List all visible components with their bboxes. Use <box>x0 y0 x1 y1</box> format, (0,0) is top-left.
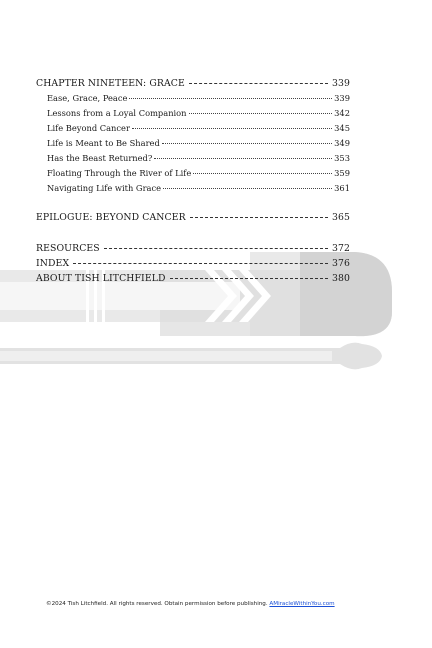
dot-leader <box>129 97 332 99</box>
toc-entry-section[interactable] <box>36 136 350 151</box>
dot-leader <box>73 262 328 264</box>
copyright-footer <box>46 601 386 607</box>
toc-entry-title: Ease, Grace, Peace <box>47 93 128 103</box>
toc-entry-page: 353 <box>334 153 350 163</box>
dot-leader <box>162 142 332 144</box>
toc-entry-section[interactable] <box>36 166 350 181</box>
toc-entry-section[interactable] <box>36 181 350 196</box>
toc-entry-page: 345 <box>334 123 350 133</box>
toc-entry-page: 339 <box>331 78 350 89</box>
toc-entry-page: 365 <box>331 212 350 223</box>
dot-leader <box>189 112 333 114</box>
toc-entry-resources[interactable] <box>36 241 350 256</box>
toc-entry-page: 349 <box>334 138 350 148</box>
toc-entry-page: 372 <box>331 243 350 254</box>
toc-entry-chapter-nineteen[interactable] <box>36 76 350 91</box>
toc-entry-index[interactable] <box>36 256 350 271</box>
dot-leader <box>132 127 332 129</box>
toc-entry-title: CHAPTER NINETEEN: GRACE <box>36 78 185 89</box>
copyright-text: ©2024 Tish Litchfield. All rights reserved. Obtain permission before publishing. <box>46 601 268 607</box>
table-of-contents <box>36 76 350 286</box>
toc-entry-title: Floating Through the River of Life <box>47 168 192 178</box>
toc-entry-epilogue[interactable] <box>36 210 350 225</box>
dot-leader <box>190 216 328 218</box>
toc-entry-title: INDEX <box>36 258 70 269</box>
toc-entry-title: Life is Meant to Be Shared <box>47 138 160 148</box>
toc-entry-section[interactable] <box>36 91 350 106</box>
toc-entry-page: 361 <box>334 183 350 193</box>
toc-entry-page: 380 <box>331 273 350 284</box>
dot-leader <box>154 157 332 159</box>
toc-entry-about-author[interactable] <box>36 271 350 286</box>
dot-leader <box>193 172 332 174</box>
dot-leader <box>170 277 328 279</box>
toc-entry-title: ABOUT TISH LITCHFIELD <box>36 273 166 284</box>
toc-entry-title: Has the Beast Returned? <box>47 153 153 163</box>
toc-entry-page: 376 <box>331 258 350 269</box>
toc-entry-title: Lessons from a Loyal Companion <box>47 108 187 118</box>
toc-entry-section[interactable] <box>36 106 350 121</box>
toc-entry-section[interactable] <box>36 121 350 136</box>
toc-entry-page: 342 <box>334 108 350 118</box>
dot-leader <box>163 187 332 189</box>
dot-leader <box>189 82 328 84</box>
toc-entry-page: 339 <box>334 93 350 103</box>
toc-entry-title: RESOURCES <box>36 243 100 254</box>
website-link[interactable]: AMiracleWithinYou.com <box>269 601 335 607</box>
dot-leader <box>104 247 328 249</box>
toc-entry-title: Navigating Life with Grace <box>47 183 162 193</box>
toc-entry-title: Life Beyond Cancer <box>47 123 130 133</box>
toc-entry-page: 359 <box>334 168 350 178</box>
toc-entry-title: EPILOGUE: BEYOND CANCER <box>36 212 186 223</box>
toc-entry-section[interactable] <box>36 151 350 166</box>
